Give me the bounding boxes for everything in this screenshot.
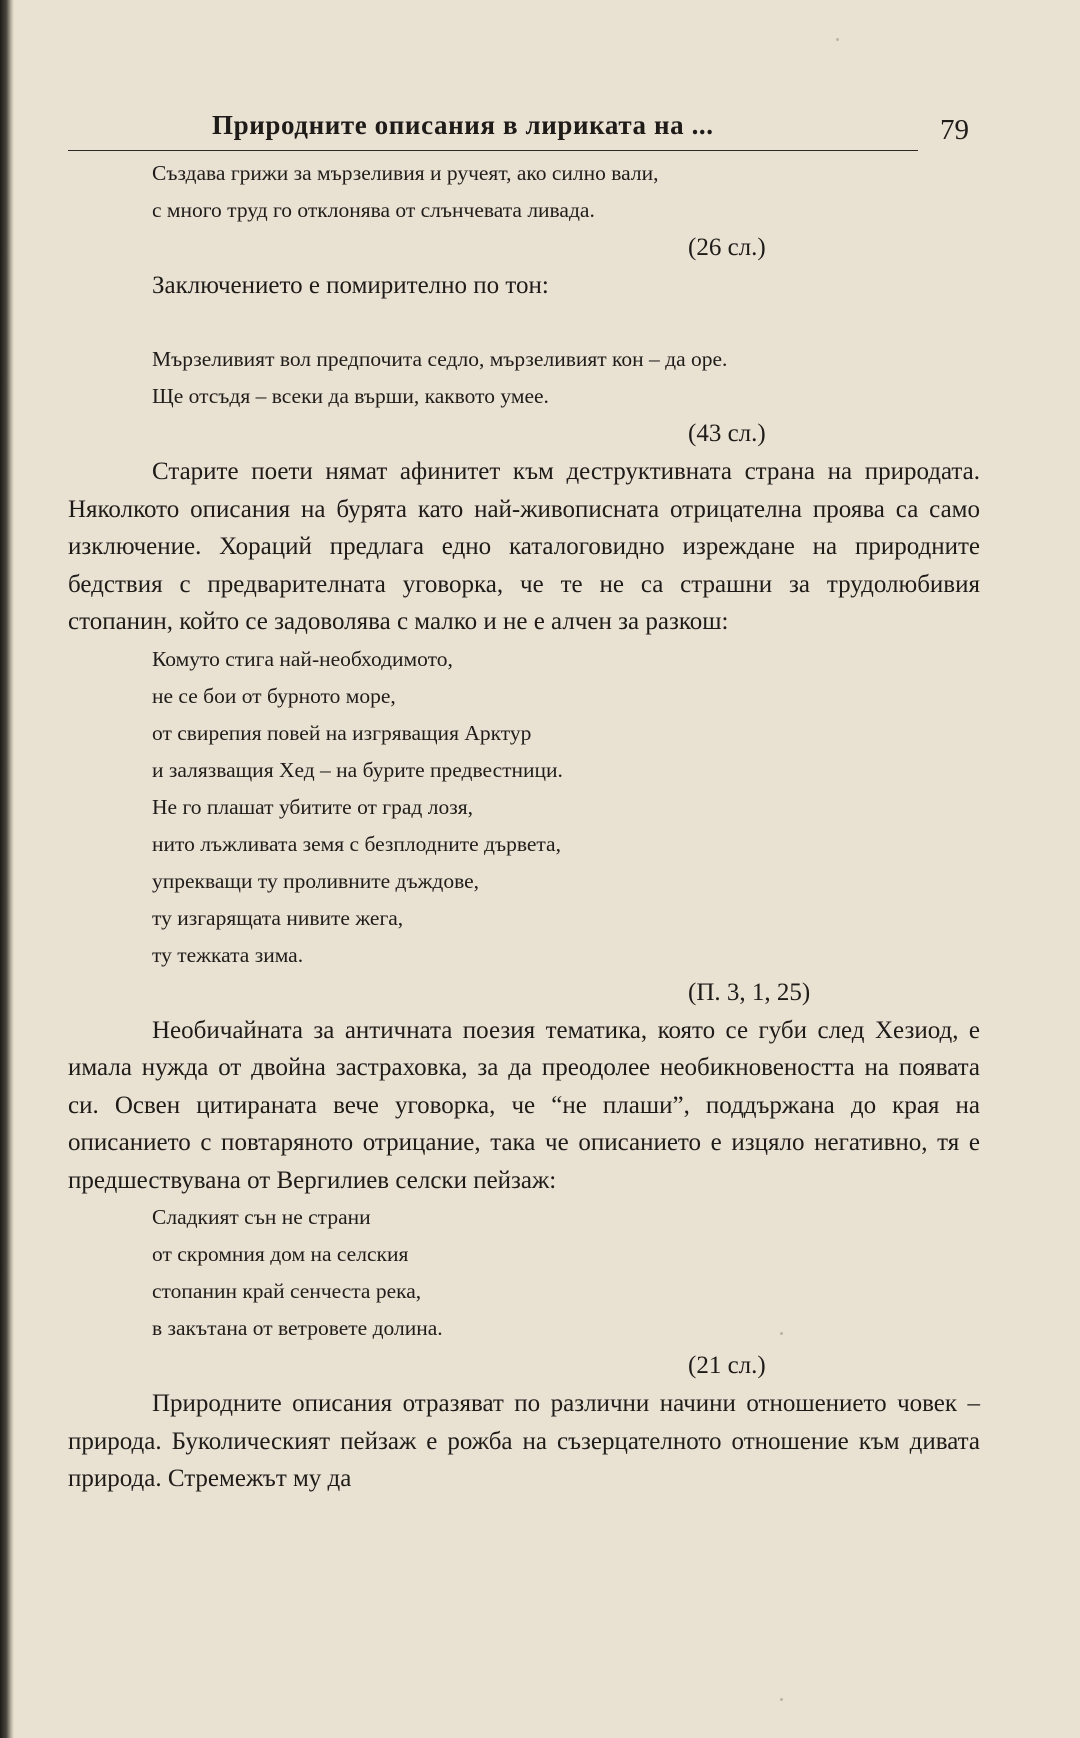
verse-line: Не го плашат убитите от град лозя, <box>152 794 473 819</box>
verse-line: Комуто стига най-необходимото, <box>152 646 453 671</box>
verse-line: от свирепия повей на изгряващия Арктур <box>152 720 532 745</box>
verse-line: не се бои от бурното море, <box>152 683 396 708</box>
page-number: 79 <box>940 114 969 146</box>
verse-citation: (43 сл.) <box>688 420 766 447</box>
verse-block-2 <box>68 341 980 453</box>
verse-line: нито лъжливата земя с безплодните дървета, <box>152 831 561 856</box>
paragraph-2: Необичайната за античната поезия тематика, която се губи след Хезиод, е имала нужда от двойна застраховка, за да преодолее необикновеността на появата си. Освен цитираната вече уговорка, че “не плаши”, поддържана до края на описанието с повтаряното отрицание, така че описанието е изцяло негативно, тя е предшествувана от Вергилиев селски пейзаж: <box>68 1016 980 1194</box>
verse-block-3 <box>68 641 980 1012</box>
verse-line: и залязващия Хед – на бурите предвестници. <box>152 757 563 782</box>
paragraph-1: Старите поети нямат афинитет към деструктивната страна на природата. Няколкото описания на бурята като най-живописната отрицателна проява са само изключение. Хораций предлага едно каталоговидно изреждане на природните бедствия с предварителната уговорка, че те не са страшни за трудолюбивия стопанин, който се задоволява с малко и не е алчен за разкош: <box>68 458 980 635</box>
book-page <box>68 108 980 1498</box>
verse-block-1 <box>68 155 980 267</box>
verse-line: в закътана от ветровете долина. <box>152 1316 443 1340</box>
paper-speck <box>780 1698 783 1701</box>
verse-block-4 <box>68 1199 980 1385</box>
verse-line: Ще отсъдя – всеки да върши, каквото умее. <box>152 384 549 408</box>
verse-line: Мързеливият вол предпочита седло, мързеливият кон – да оре. <box>152 347 728 371</box>
verse-line: от скромния дом на селския <box>152 1242 409 1266</box>
verse-line: с много труд го отклонява от слънчевата ливада. <box>152 198 595 222</box>
verse-line: Създава грижи за мързеливия и ручеят, ако силно вали, <box>152 161 659 185</box>
paragraph-3: Природните описания отразяват по различни начини отношението човек – природа. Буколическият пейзаж е рожба на съзерцателното отношение към дивата природа. Стремежът му да <box>68 1390 980 1492</box>
running-title: Природните описания в лириката на ... <box>212 110 714 140</box>
running-header <box>68 108 969 151</box>
verse-line: ту тежката зима. <box>152 942 304 967</box>
verse-citation: (П. 3, 1, 25) <box>688 978 811 1006</box>
verse-citation: (21 сл.) <box>688 1352 766 1379</box>
book-spine-shadow <box>0 0 14 1738</box>
verse-citation: (26 сл.) <box>688 234 766 261</box>
verse-line: стопанин край сенчеста река, <box>152 1279 422 1303</box>
verse-line: Сладкият сън не страни <box>152 1205 371 1229</box>
paper-speck <box>836 38 839 41</box>
verse-line: упрекващи ту проливните дъждове, <box>152 868 480 893</box>
intro-line: Заключението е помирително по тон: <box>152 272 549 299</box>
verse-line: ту изгарящата нивите жега, <box>152 905 404 930</box>
